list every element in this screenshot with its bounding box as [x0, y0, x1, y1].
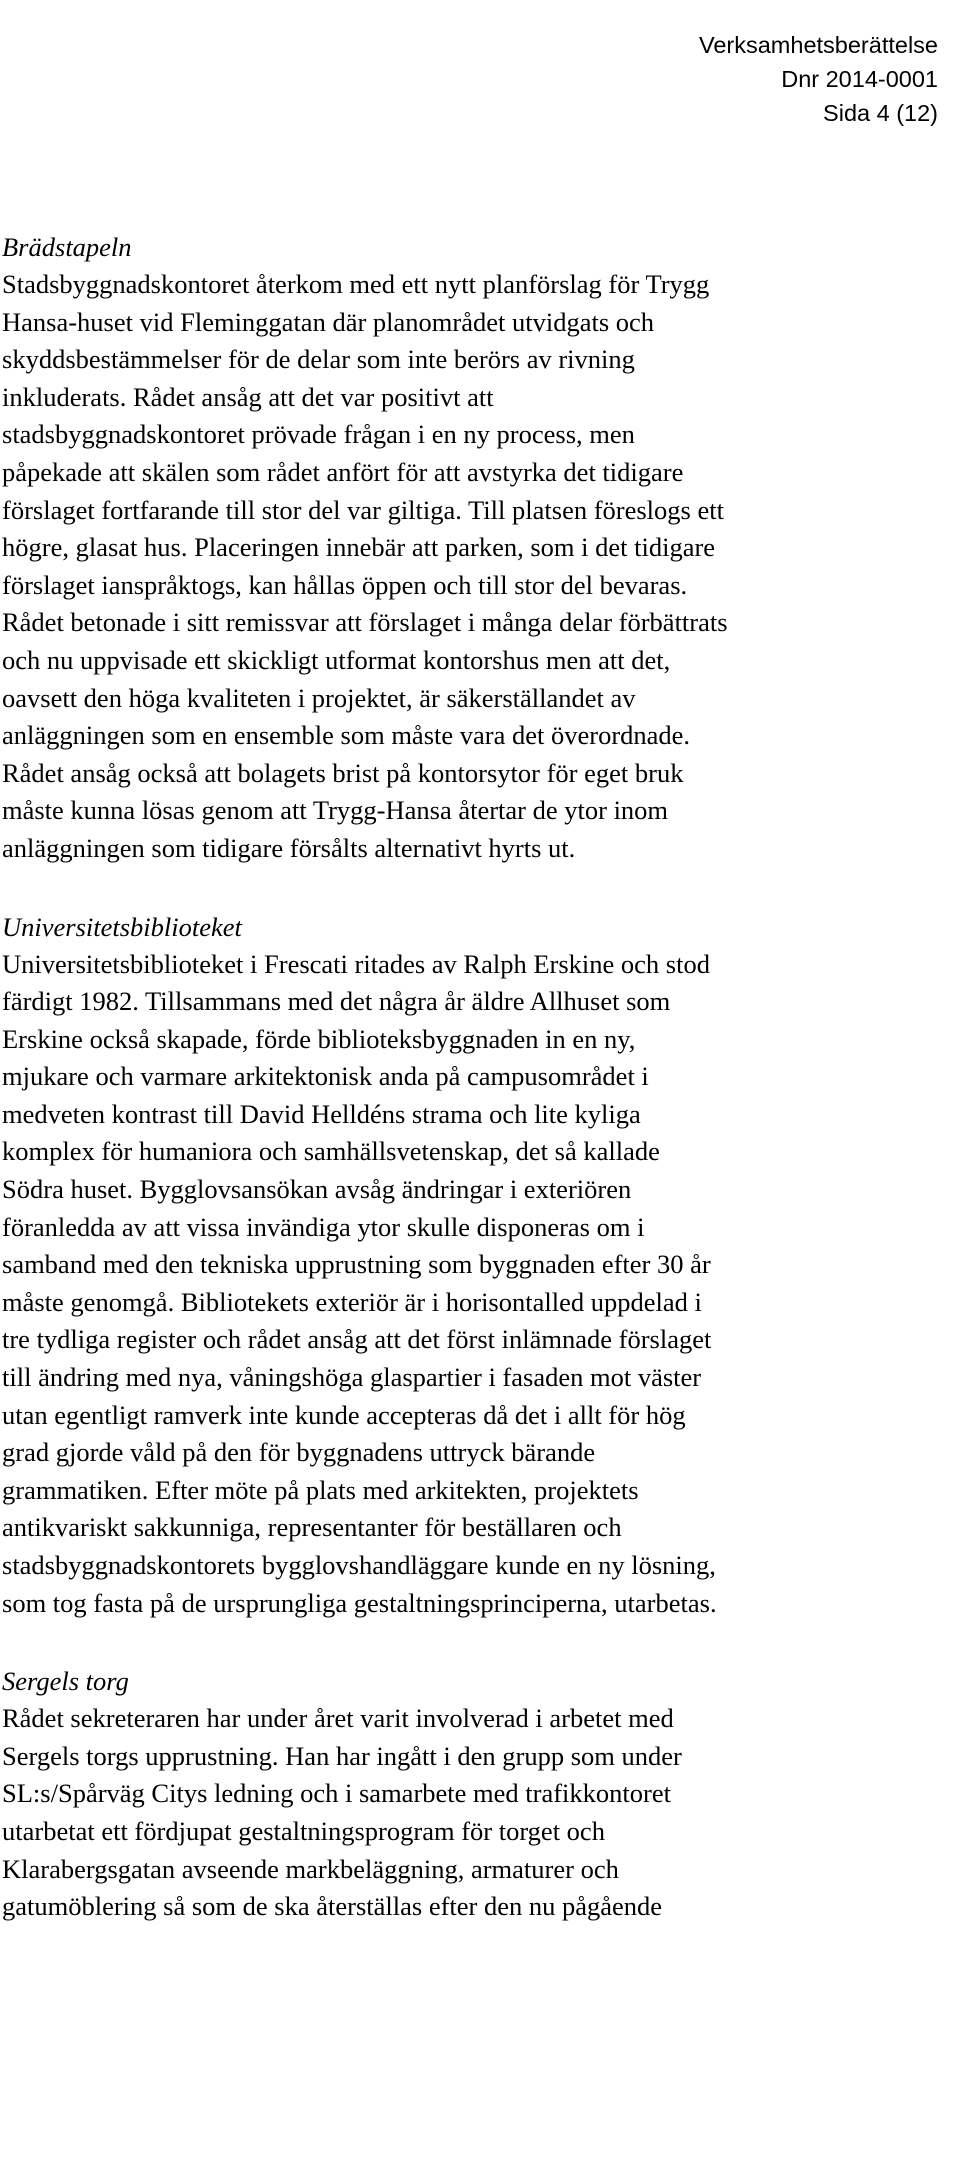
section-paragraph: Rådet sekreteraren har under året varit involverad i arbetet med Sergels torgs upprustning. Han har ingått i den grupp som under SL:s/Spårväg Citys ledning och i samarbete med trafikkontoret utarbetat ett fördjupat gestaltningsprogram för torget och Klarabergsgatan avseende markbeläggning, armaturer och gatumöblering så som de ska återställas efter den nu pågående — [2, 1703, 682, 1922]
section-paragraph: Universitetsbiblioteket i Frescati ritades av Ralph Erskine och stod färdigt 1982. Tillsammans med det några år äldre Allhuset som Erskine också skapade, förde biblioteksbyggnaden in en ny, mjukare och varmare arkitektonisk anda på campusområdet i medveten kontrast till David Helldéns strama och lite kyliga komplex för humaniora och samhällsvetenskap, det så kallade Södra huset. Bygglovsansökan avsåg ändringar i exteriören föranledda av att vissa invändiga ytor skulle disponeras om i samband med den tekniska upprustning som byggnaden efter 30 år måste genomgå. Bibliotekets exteriör är i horisontalled uppdelad i tre tydliga register och rådet ansåg att det först inlämnade förslaget till ändring med nya, våningshöga glaspartier i fasaden mot väster utan egentligt ramverk inte kunde accepteras då det i allt för hög grad gjorde våld på den för byggnadens uttryck bärande grammatiken. Efter möte på plats med arkitekten, projektets antikvariskt sakkunniga, representanter för beställaren och stadsbyggnadskontorets bygglovshandläggare kunde en ny lösning, som tog fasta på de ursprungliga gestaltningsprinciperna, utarbetas. — [2, 948, 717, 1618]
section-title: Brädstapeln — [2, 232, 132, 262]
document-type: Verksamhetsberättelse — [698, 32, 938, 58]
page-indicator: Sida 4 (12) — [823, 100, 938, 126]
section-universitetsbiblioteket — [2, 908, 958, 1623]
section-title: Universitetsbiblioteket — [2, 911, 242, 942]
page-header — [699, 28, 938, 130]
section-title: Sergels torg — [2, 1666, 129, 1697]
section-paragraph: Stadsbyggnadskontoret återkom med ett nytt planförslag för Trygg Hansa-huset vid Fleminggatan där planområdet utvidgats och skyddsbestämmelser för de delar som inte berörs av rivning inkluderats. Rådet ansåg att det var positivt att stadsbyggnadskontoret prövade frågan i en ny process, men påpekade att skälen som rådet anfört för att avstyrka det tidigare förslaget fortfarande till stor del var giltiga. Till platsen föreslogs ett högre, glasat hus. Placeringen innebär att parken, som i det tidigare förslaget ianspråktogs, kan hållas öppen och till stor del bevaras. Rådet betonade i sitt remissvar att förslaget i många delar förbättrats och nu uppvisade ett skickligt utformat kontorshus men att det, oavsett den höga kvaliteten i projektet, är säkerställandet av anläggningen som en ensemble som måste vara det överordnade. Rådet ansåg också att bolagets brist på kontorsytor för eget bruk måste kunna lösas genom att Trygg-Hansa återtar de ytor inom anläggningen som tidigare försålts alternativt hyrts ut. — [2, 269, 728, 863]
document-body — [2, 228, 958, 1966]
section-sergels-torg — [2, 1662, 958, 1926]
document-number: Dnr 2014-0001 — [781, 66, 938, 92]
section-bradstapeln — [2, 228, 958, 868]
